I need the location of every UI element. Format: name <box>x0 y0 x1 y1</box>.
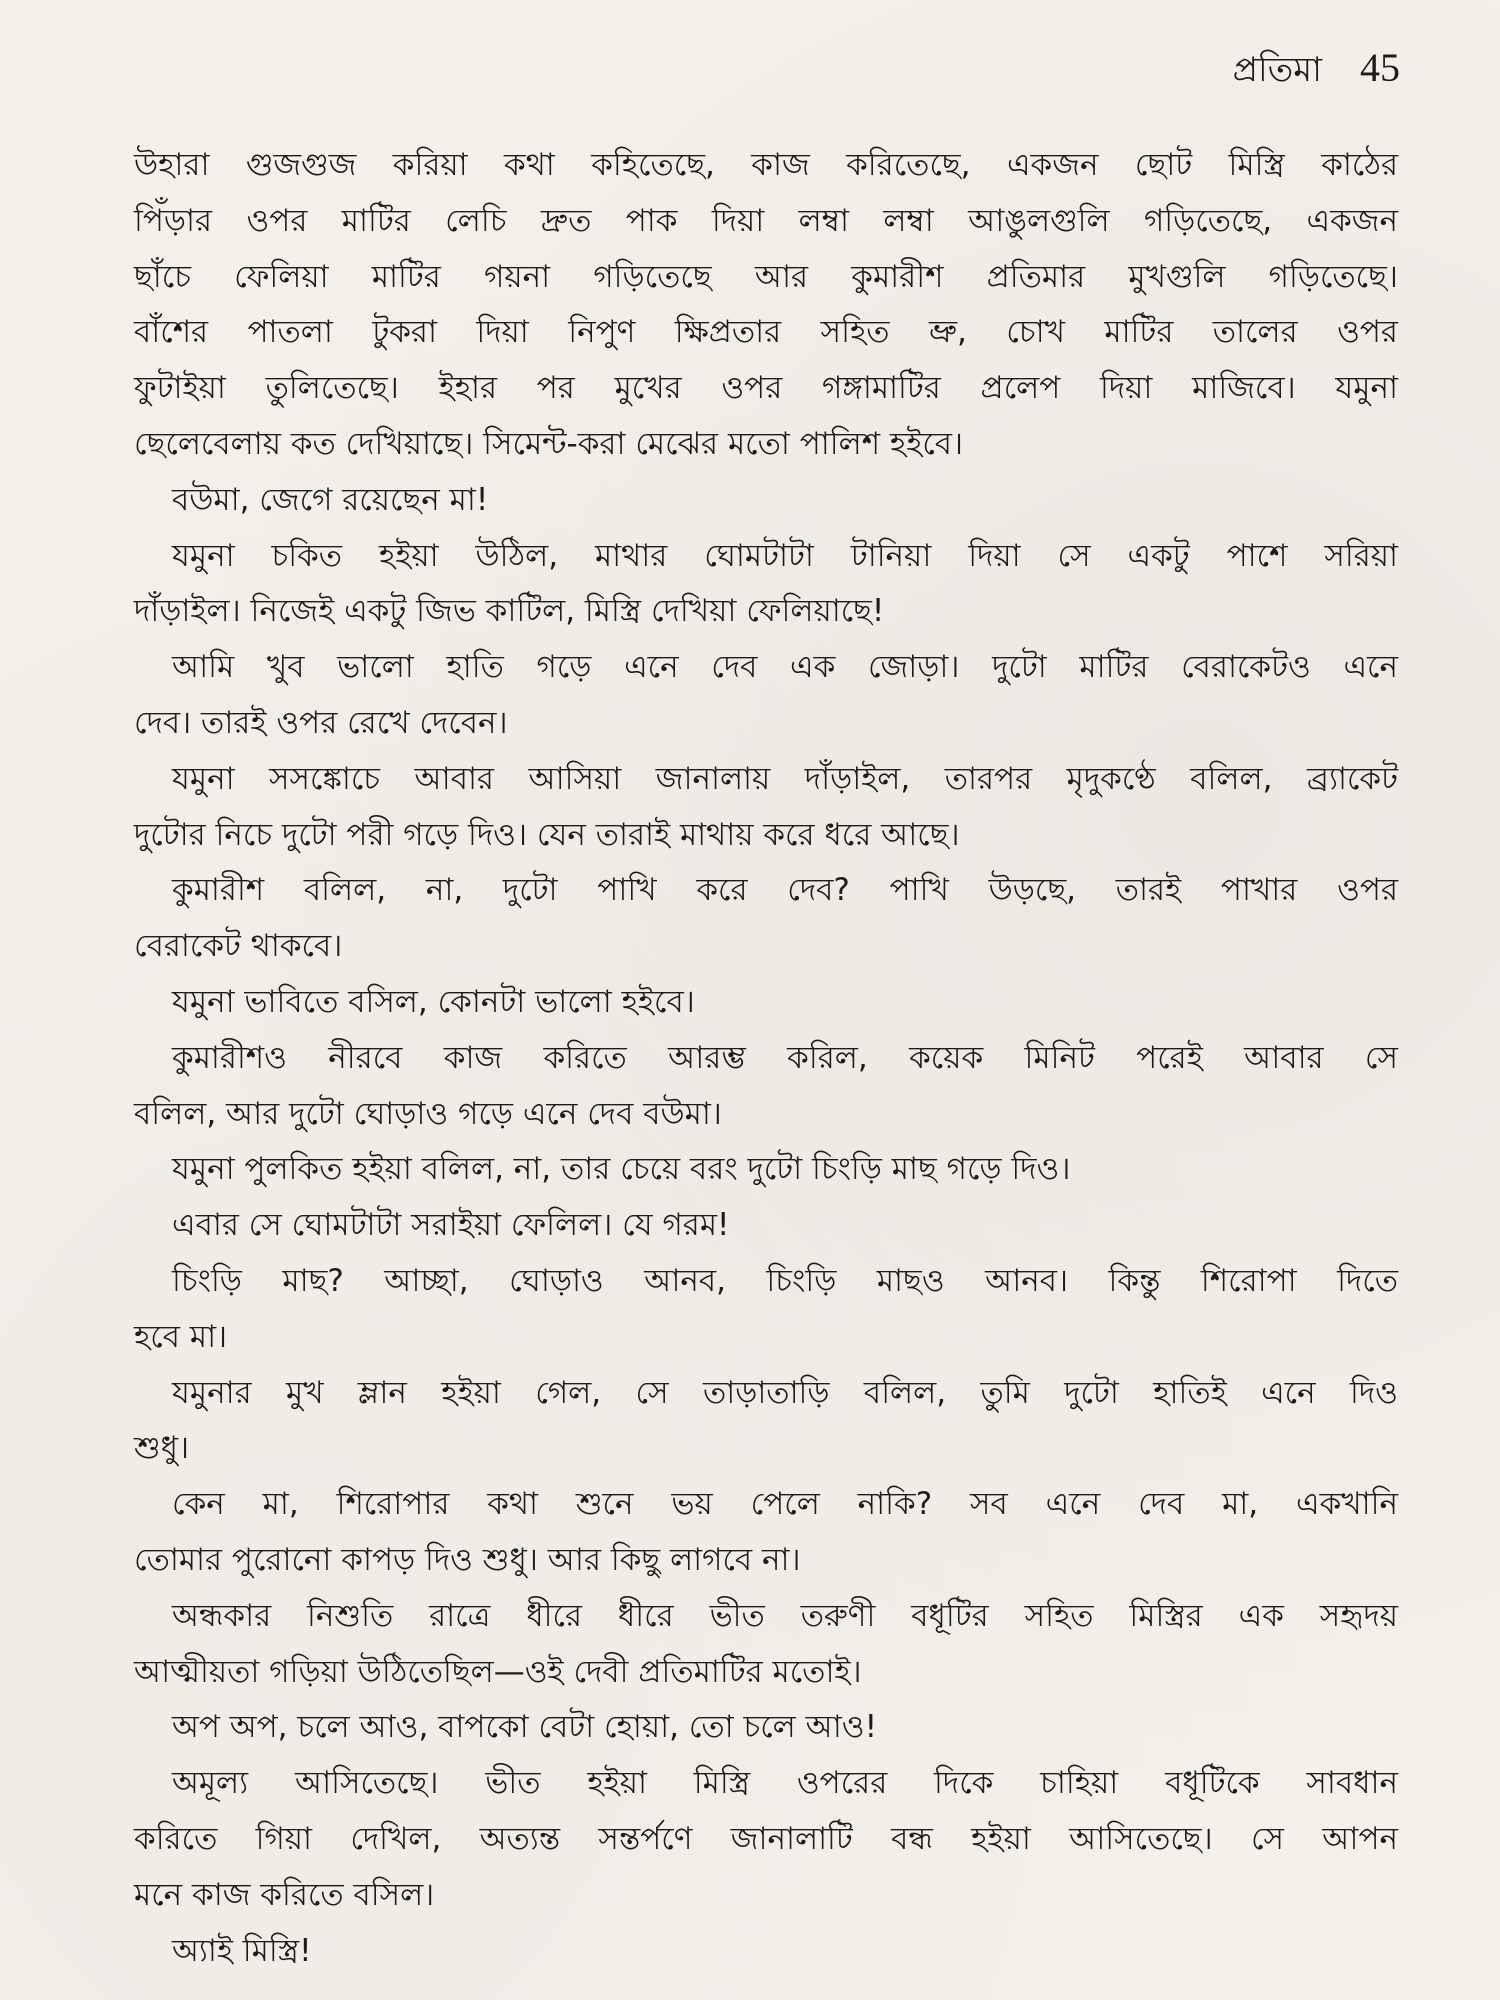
text-line: আমি খুব ভালো হাতি গড়ে এনে দেব এক জোড়া। দুটো মাটির বেরাকেটও এনে <box>172 649 1398 686</box>
text-line: অ্যাই মিস্ত্রি! <box>172 1932 312 1969</box>
text-line: অপ অপ, চলে আও, বাপকো বেটা হোয়া, তো চলে আও! <box>172 1709 878 1746</box>
text-line: দাঁড়াইল। নিজেই একটু জিভ কাটিল, মিস্ত্রি দেখিয়া ফেলিয়াছে! <box>134 593 885 630</box>
text-line: উহারা গুজগুজ করিয়া কথা কহিতেছে, কাজ করিতেছে, একজন ছোট মিস্ত্রি কাঠের <box>134 147 1398 183</box>
text-line: আত্মীয়তা গড়িয়া উঠিতেছিল—ওই দেবী প্রতিমাটির মতোই। <box>134 1653 862 1690</box>
text-line: বলিল, আর দুটো ঘোড়াও গড়ে এনে দেব বউমা। <box>134 1095 722 1132</box>
text-line: এবার সে ঘোমটাটা সরাইয়া ফেলিল। যে গরম! <box>172 1207 730 1244</box>
text-line: হবে মা। <box>134 1318 228 1355</box>
text-line: তোমার পুরোনো কাপড় দিও শুধু। আর কিছু লাগবে না। <box>134 1541 801 1578</box>
text-line: যমুনা সসঙ্কোচে আবার আসিয়া জানালায় দাঁড়াইল, তারপর মৃদুকণ্ঠে বলিল, ব্র্যাকেট <box>172 760 1398 797</box>
text-line: মনে কাজ করিতে বসিল। <box>134 1876 435 1913</box>
text-line: যমুনা চকিত হইয়া উঠিল, মাথার ঘোমটাটা টানিয়া দিয়া সে একটু পাশে সরিয়া <box>172 537 1398 574</box>
text-line: বাঁশের পাতলা টুকরা দিয়া নিপুণ ক্ষিপ্রতার সহিত ভ্রু, চোখ মাটির তালের ওপর <box>134 314 1398 351</box>
page-number: 45 <box>1360 45 1400 90</box>
chapter-title: প্রতিমা <box>1232 50 1322 90</box>
running-head <box>1233 44 1400 101</box>
text-line: শুধু। <box>134 1430 190 1467</box>
text-line: কুমারীশ বলিল, না, দুটো পাখি করে দেব? পাখি উড়ছে, তারই পাখার ওপর <box>172 872 1398 909</box>
text-line: কুমারীশও নীরবে কাজ করিতে আরম্ভ করিল, কয়েক মিনিট পরেই আবার সে <box>172 1039 1398 1076</box>
text-line: বউমা, জেগে রয়েছেন মা! <box>172 481 489 518</box>
text-line: যমুনার মুখ ম্লান হইয়া গেল, সে তাড়াতাড়ি বলিল, তুমি দুটো হাতিই এনে দিও <box>172 1374 1398 1411</box>
text-line: অমূল্য আসিতেছে। ভীত হইয়া মিস্ত্রি ওপরের দিকে চাহিয়া বধূটিকে সাবধান <box>172 1765 1398 1802</box>
text-line: যমুনা পুলকিত হইয়া বলিল, না, তার চেয়ে বরং দুটো চিংড়ি মাছ গড়ে দিও। <box>172 1151 1071 1188</box>
text-line: পিঁড়ার ওপর মাটির লেচি দ্রুত পাক দিয়া লম্বা লম্বা আঙুলগুলি গড়িতেছে, একজন <box>134 202 1398 239</box>
body-text <box>134 138 1398 1979</box>
text-line: কেন মা, শিরোপার কথা শুনে ভয় পেলে নাকি? সব এনে দেব মা, একখানি <box>172 1486 1398 1523</box>
text-line: দুটোর নিচে দুটো পরী গড়ে দিও। যেন তারাই মাথায় করে ধরে আছে। <box>134 816 960 853</box>
text-line: দেব। তারই ওপর রেখে দেবেন। <box>134 704 508 741</box>
text-line: করিতে গিয়া দেখিল, অত্যন্ত সন্তর্পণে জানালাটি বন্ধ হইয়া আসিতেছে। সে আপন <box>134 1820 1398 1857</box>
text-line: চিংড়ি মাছ? আচ্ছা, ঘোড়াও আনব, চিংড়ি মাছও আনব। কিন্তু শিরোপা দিতে <box>172 1262 1398 1299</box>
text-line: বেরাকেট থাকবে। <box>134 928 343 965</box>
text-line: ছেলেবেলায় কত দেখিয়াছে। সিমেন্ট-করা মেঝের মতো পালিশ হইবে। <box>134 425 964 462</box>
text-line: অন্ধকার নিশুতি রাত্রে ধীরে ধীরে ভীত তরুণী বধূটির সহিত মিস্ত্রির এক সহৃদয় <box>172 1597 1398 1634</box>
text-line: ছাঁচে ফেলিয়া মাটির গয়না গড়িতেছে আর কুমারীশ প্রতিমার মুখগুলি গড়িতেছে। <box>134 258 1398 295</box>
text-line: যমুনা ভাবিতে বসিল, কোনটা ভালো হইবে। <box>172 983 695 1020</box>
text-line: ফুটাইয়া তুলিতেছে। ইহার পর মুখের ওপর গঙ্গামাটির প্রলেপ দিয়া মাজিবে। যমুনা <box>134 370 1398 407</box>
